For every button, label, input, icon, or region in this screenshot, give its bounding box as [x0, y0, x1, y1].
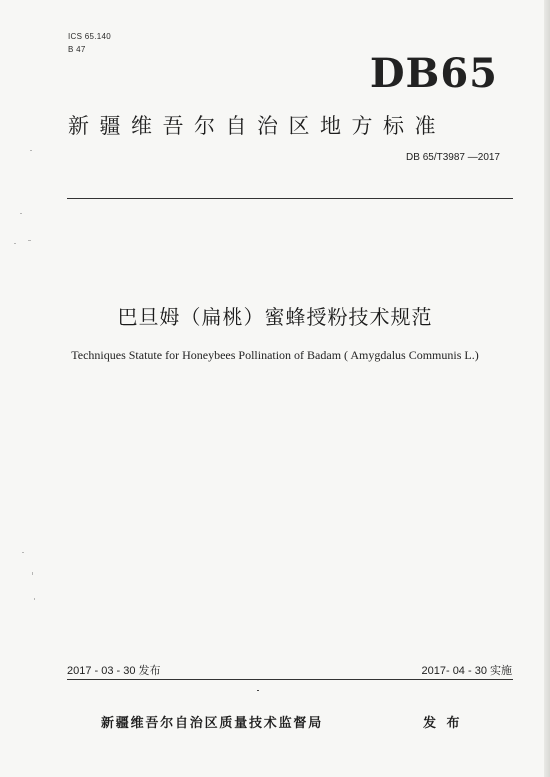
db65-logo: DB65	[369, 50, 498, 97]
scan-speck	[257, 690, 259, 691]
publish-label: 发 布	[423, 716, 463, 731]
issue-date: 2017 - 03 - 30 发布	[67, 665, 161, 677]
scan-speck	[30, 150, 32, 151]
classification-codes	[68, 30, 111, 56]
standard-number: DB 65/T3987 —2017	[406, 152, 500, 163]
publisher-name: 新疆维吾尔自治区质量技术监督局	[101, 716, 324, 731]
scan-speck	[28, 240, 31, 241]
ics-code: ICS 65.140	[68, 32, 112, 41]
page-edge-shadow	[544, 0, 550, 777]
scan-speck	[22, 552, 24, 553]
implementation-date: 2017- 04 - 30 实施	[421, 665, 512, 677]
category-code: B 47	[68, 45, 86, 54]
scan-speck	[20, 213, 22, 214]
top-divider	[67, 198, 513, 199]
scan-speck	[32, 572, 33, 575]
bottom-divider	[67, 679, 513, 680]
english-title: Techniques Statute for Honeybees Pollination of Badam ( Amygdalus Communis L.)	[71, 348, 479, 362]
standard-type-heading: 新疆维吾尔自治区地方标准	[68, 114, 446, 138]
chinese-title: 巴旦姆（扁桃）蜜蜂授粉技术规范	[117, 305, 433, 329]
scan-speck	[14, 243, 16, 244]
scan-speck	[34, 598, 35, 600]
